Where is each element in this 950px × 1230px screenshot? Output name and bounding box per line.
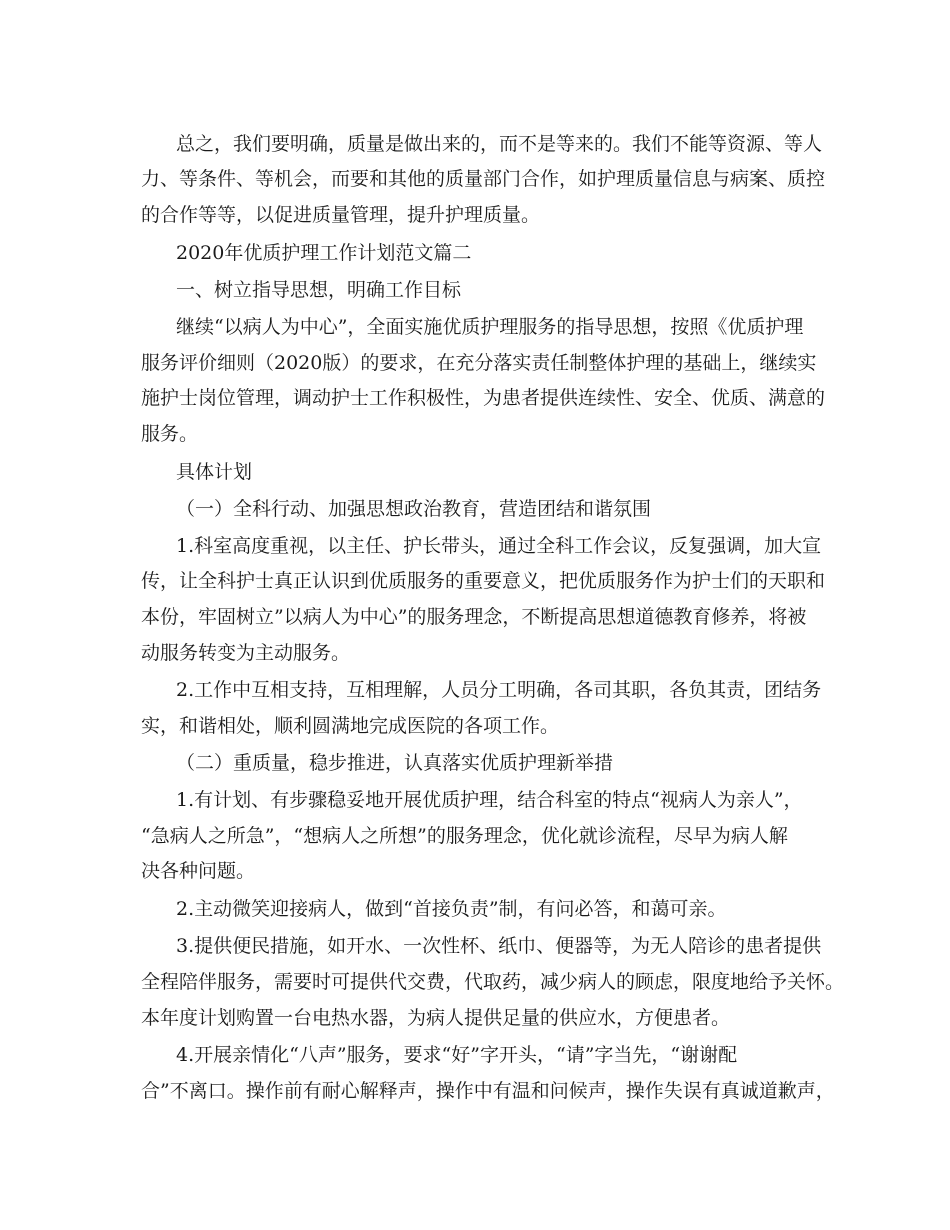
text-line: 力、等条件、等机会，而要和其他的质量部门合作，如护理质量信息与病案、质控 bbox=[141, 168, 826, 190]
text-line: 全程陪伴服务，需要时可提供代交费，代取药，减少病人的顾虑，限度地给予关怀。 bbox=[141, 971, 845, 993]
text-line: 动服务转变为主动服务。 bbox=[141, 642, 351, 664]
text-line: 传，让全科护士真正认识到优质服务的重要意义，把优质服务作为护士们的天职和 bbox=[141, 570, 826, 592]
text-line: 继续“以病人为中心”，全面实施优质护理服务的指导思想，按照《优质护理 bbox=[176, 316, 804, 338]
text-line: 服务评价细则（2020版）的要求，在充分落实责任制整体护理的基础上，继续实 bbox=[141, 352, 817, 374]
text-line: 本份，牢固树立”以病人为中心”的服务理念，不断提高思想道德教育修养，将被 bbox=[141, 606, 807, 628]
text-line: 总之，我们要明确，质量是做出来的，而不是等来的。我们不能等资源、等人 bbox=[176, 133, 823, 155]
text-line: 施护士岗位管理，调动护士工作积极性，为患者提供连续性、安全、优质、满意的 bbox=[141, 387, 826, 409]
heading: 具体计划 bbox=[176, 461, 253, 483]
text-line: 1.有计划、有步骤稳妥地开展优质护理，结合科室的特点“视病人为亲人”， bbox=[176, 789, 803, 811]
text-line: 的合作等等，以促进质量管理，提升护理质量。 bbox=[141, 204, 541, 226]
text-line: 实，和谐相处，顺利圆满地完成医院的各项工作。 bbox=[141, 715, 560, 737]
text-line: “急病人之所急”，“想病人之所想”的服务理念，优化就诊流程，尽早为病人解 bbox=[141, 825, 788, 847]
text-line: 2.工作中互相支持，互相理解，人员分工明确，各司其职，各负其责，团结务 bbox=[176, 679, 822, 701]
text-line: 服务。 bbox=[141, 423, 199, 445]
text-line: 2.主动微笑迎接病人，做到“首接负责”制，有问必答，和蔼可亲。 bbox=[176, 898, 727, 920]
heading: 一、树立指导思想，明确工作目标 bbox=[176, 279, 462, 301]
text-line: 决各种问题。 bbox=[141, 860, 256, 882]
text-line: 3.提供便民措施，如开水、一次性杯、纸巾、便器等，为无人陪诊的患者提供 bbox=[176, 935, 822, 957]
section-title: 2020年优质护理工作计划范文篇二 bbox=[176, 242, 472, 264]
subheading: （二）重质量，稳步推进，认真落实优质护理新举措 bbox=[176, 752, 614, 774]
text-line: 合”不离口。操作前有耐心解释声，操作中有温和问候声，操作失误有真诚道歉声， bbox=[141, 1080, 835, 1102]
text-line: 4.开展亲情化“八声”服务，要求“好”字开头，“请”字当先，“谢谢配 bbox=[176, 1044, 738, 1066]
text-line: 1.科室高度重视，以主任、护长带头，通过全科工作会议，反复强调，加大宣 bbox=[176, 535, 822, 557]
subheading: （一）全科行动、加强思想政治教育，营造团结和谐氛围 bbox=[176, 498, 652, 520]
text-line: 本年度计划购置一台电热水器，为病人提供足量的供应水，方便患者。 bbox=[141, 1007, 731, 1029]
